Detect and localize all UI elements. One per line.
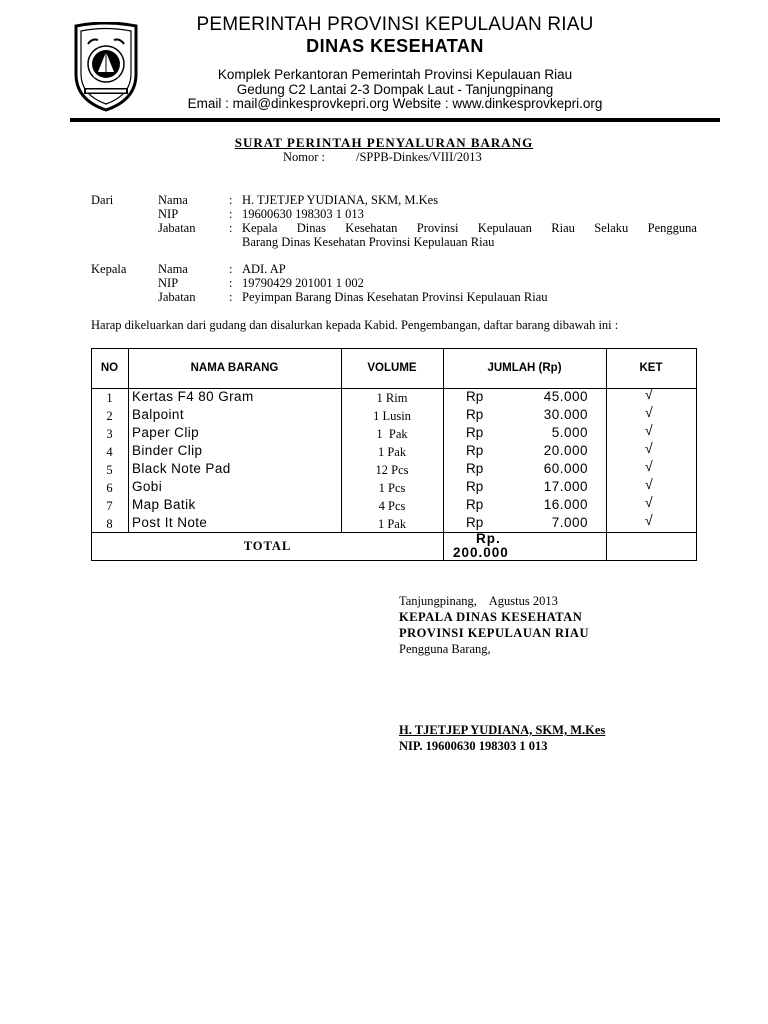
nomor-label: Nomor : <box>283 150 326 164</box>
row-currency: Rp <box>466 497 484 512</box>
nomor-value: /SPPB-Dinkes/VIII/2013 <box>356 150 482 164</box>
row-amount: 30.000 <box>543 407 588 422</box>
row-volume: 1 Rim <box>376 391 408 405</box>
dari-jabatan-value-line-1: Kepala Dinas Kesehatan Provinsi Kepulauan Riau Selaku Pengguna <box>242 221 697 235</box>
row-volume: 1 Pak <box>377 445 407 459</box>
letter-title: SURAT PERINTAH PENYALURAN BARANG <box>234 135 534 150</box>
row-volume: 12 Pcs <box>375 463 409 477</box>
row-amount: 5.000 <box>551 425 588 440</box>
kepada-nama-label: Nama <box>158 262 188 276</box>
header-jumlah: JUMLAH (Rp) <box>487 362 562 374</box>
row-currency: Rp <box>466 389 484 404</box>
government-name: PEMERINTAH PROVINSI KEPULAUAN RIAU <box>196 14 594 35</box>
colon: : <box>229 221 233 235</box>
row-amount: 16.000 <box>543 497 588 512</box>
agency-name: DINAS KESEHATAN <box>306 36 484 56</box>
kepada-jabatan-value: Peyimpan Barang Dinas Kesehatan Provinsi Kepulauan Riau <box>242 290 548 304</box>
row-amount: 17.000 <box>543 479 588 494</box>
colon: : <box>229 262 233 276</box>
row-no: 7 <box>106 499 113 513</box>
row-currency: Rp <box>466 425 484 440</box>
row-item-name: Black Note Pad <box>132 461 231 476</box>
header-nama-barang: NAMA BARANG <box>190 362 279 374</box>
check-mark-icon: √ <box>645 404 653 420</box>
row-amount: 60.000 <box>543 461 588 476</box>
header-ket: KET <box>639 362 663 374</box>
kepada-label: Kepala <box>91 262 127 276</box>
dari-nama-value: H. TJETJEP YUDIANA, SKM, M.Kes <box>242 193 439 207</box>
row-volume: 1 Pak <box>376 427 408 441</box>
check-mark-icon: √ <box>645 512 653 528</box>
row-volume: 1 Lusin <box>373 409 411 423</box>
row-currency: Rp <box>466 479 484 494</box>
row-no: 6 <box>106 481 113 495</box>
row-item-name: Binder Clip <box>132 443 203 458</box>
colon: : <box>229 207 233 221</box>
row-no: 1 <box>106 391 113 405</box>
row-volume: 4 Pcs <box>378 499 406 513</box>
colon: : <box>229 276 233 290</box>
colon: : <box>229 193 233 207</box>
row-item-name: Map Batik <box>132 497 196 512</box>
row-currency: Rp <box>466 443 484 458</box>
row-item-name: Balpoint <box>132 407 184 422</box>
address-line-2: Gedung C2 Lantai 2-3 Dompak Laut - Tanjungpinang <box>236 82 554 97</box>
address-line-1: Komplek Perkantoran Pemerintah Provinsi Kepulauan Riau <box>217 67 573 82</box>
row-item-name: Kertas F4 80 Gram <box>132 389 254 404</box>
dari-nama-label: Nama <box>158 193 188 207</box>
total-currency: Rp. <box>476 531 501 546</box>
check-mark-icon: √ <box>645 386 653 402</box>
row-amount: 20.000 <box>543 443 588 458</box>
total-label: TOTAL <box>243 539 292 553</box>
signer-position-line-1: KEPALA DINAS KESEHATAN <box>399 610 583 624</box>
signer-name: H. TJETJEP YUDIANA, SKM, M.Kes <box>399 723 606 737</box>
header-no: NO <box>100 362 119 374</box>
row-no: 8 <box>106 517 113 531</box>
check-mark-icon: √ <box>645 476 653 492</box>
row-amount: 7.000 <box>551 515 588 530</box>
header-divider <box>70 118 720 122</box>
signer-role: Pengguna Barang, <box>399 642 491 656</box>
dari-nip-value: 19600630 198303 1 013 <box>242 207 364 221</box>
row-currency: Rp <box>466 515 484 530</box>
header-volume: VOLUME <box>367 362 417 374</box>
dari-label: Dari <box>91 193 114 207</box>
row-volume: 1 Pcs <box>378 481 406 495</box>
colon: : <box>229 290 233 304</box>
check-mark-icon: √ <box>645 422 653 438</box>
instruction-paragraph: Harap dikeluarkan dari gudang dan disalurkan kepada Kabid. Pengembangan, daftar barang dibawah ini : <box>91 318 619 332</box>
row-volume: 1 Pak <box>377 517 407 531</box>
row-no: 4 <box>106 445 113 459</box>
dari-nip-label: NIP <box>158 207 179 221</box>
kepada-nip-label: NIP <box>158 276 179 290</box>
kepada-nama-value: ADI. AP <box>242 262 286 276</box>
provincial-crest-icon <box>70 22 142 112</box>
row-item-name: Paper Clip <box>132 425 200 440</box>
check-mark-icon: √ <box>645 494 653 510</box>
check-mark-icon: √ <box>645 458 653 474</box>
row-no: 2 <box>106 409 113 423</box>
signer-position-line-2: PROVINSI KEPULAUAN RIAU <box>399 626 589 640</box>
place-date: Tanjungpinang, Agustus 2013 <box>399 594 558 608</box>
row-item-name: Post It Note <box>132 515 208 530</box>
dari-jabatan-value-line-2: Barang Dinas Kesehatan Provinsi Kepulauan Riau <box>242 235 495 249</box>
row-currency: Rp <box>466 407 484 422</box>
row-item-name: Gobi <box>132 479 163 494</box>
row-no: 5 <box>106 463 113 477</box>
dari-jabatan-label: Jabatan <box>158 221 196 235</box>
row-no: 3 <box>106 427 113 441</box>
row-amount: 45.000 <box>543 389 588 404</box>
check-mark-icon: √ <box>645 440 653 456</box>
row-currency: Rp <box>466 461 484 476</box>
signer-nip: NIP. 19600630 198303 1 013 <box>399 739 548 753</box>
total-amount: 200.000 <box>453 545 509 560</box>
contact-line: Email : mail@dinkesprovkepri.org Website : www.dinkesprovkepri.org <box>187 96 603 111</box>
kepada-nip-value: 19790429 201001 1 002 <box>242 276 364 290</box>
kepada-jabatan-label: Jabatan <box>158 290 196 304</box>
